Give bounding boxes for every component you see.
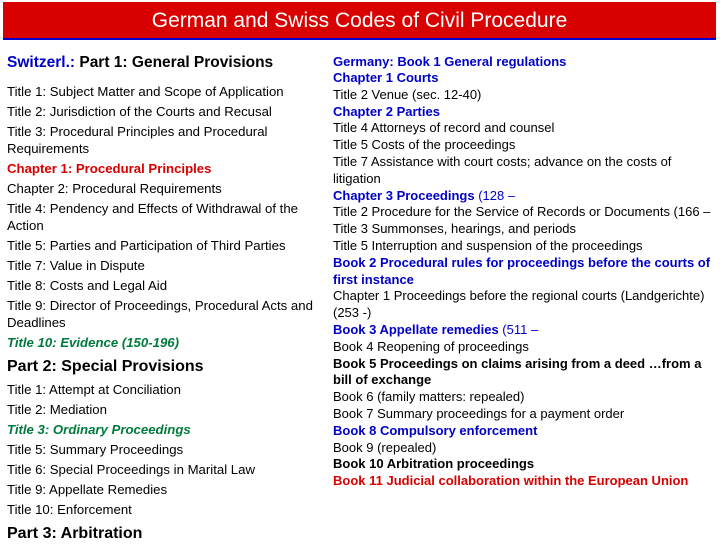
germany-list-item [333, 120, 716, 137]
germany-list-item [333, 322, 716, 339]
list-item: Title 4: Pendency and Effects of Withdrawal of the Action [7, 201, 299, 233]
germany-item-text: Title 2 Procedure for the Service of Records or Documents (166 – [333, 204, 711, 220]
swiss-heading-prefix: Switzerl.: [7, 54, 76, 71]
germany-item-text: Book 9 (repealed) [333, 439, 437, 455]
germany-list-item [333, 70, 716, 87]
germany-item-text: Title 2 Venue (sec. 12-40) [333, 86, 482, 102]
germany-list-item [333, 87, 716, 104]
list-item: Title 3: Procedural Principles and Procedural Requirements [7, 124, 268, 156]
germany-item-text: Title 5 Interruption and suspension of the proceedings [333, 237, 643, 253]
swiss-part2-list [7, 381, 317, 518]
germany-list-item [333, 406, 716, 423]
germany-item-text: Book 2 Procedural rules for proceedings before the courts of first instance [333, 254, 711, 287]
germany-list-item [333, 188, 716, 205]
germany-item-text: Chapter 3 Proceedings [333, 187, 475, 203]
germany-item-text: Chapter 2 Parties [333, 103, 440, 119]
list-item: Title 1: Attempt at Conciliation [7, 382, 181, 397]
germany-list-item [333, 154, 716, 188]
germany-item-text: (511 – [498, 321, 539, 337]
slide-title: German and Swiss Codes of Civil Procedure [3, 2, 716, 40]
germany-item-text: Chapter 1 Courts [333, 70, 439, 85]
germany-list-item [333, 221, 716, 238]
germany-item-text: Book 7 Summary proceedings for a payment order [333, 405, 625, 421]
germany-list-item [333, 288, 716, 322]
list-item: Title 7: Value in Dispute [7, 258, 145, 273]
list-item: Chapter 1: Procedural Principles [7, 161, 212, 176]
germany-item-text: Title 5 Costs of the proceedings [333, 137, 516, 153]
germany-item-text: Title 4 Attorneys of record and counsel [333, 120, 555, 136]
germany-list-item [333, 389, 716, 406]
germany-list-item [333, 356, 716, 390]
germany-list-item [333, 204, 716, 221]
germany-item-text: Book 5 Proceedings on claims arising from a deed …from a bill of exchange [333, 355, 702, 388]
germany-list-item [333, 255, 716, 289]
germany-heading-text: Book 1 General regulations [393, 54, 567, 69]
germany-item-text: Book 10 Arbitration proceedings [333, 456, 535, 472]
germany-item-text: (128 – [474, 187, 516, 203]
list-item: Title 6: Special Proceedings in Marital Law [7, 462, 255, 477]
list-item: Chapter 2: Procedural Requirements [7, 181, 222, 196]
list-item: Title 9: Director of Proceedings, Procedural Acts and Deadlines [7, 298, 313, 330]
germany-list-item [333, 473, 716, 490]
list-item: Title 2: Mediation [7, 402, 107, 417]
germany-list-item [333, 137, 716, 154]
list-item: Title 10: Enforcement [7, 502, 132, 517]
swiss-part3-heading: Part 3: Arbitration [7, 525, 143, 542]
germany-item-text: Book 8 Compulsory enforcement [333, 422, 538, 438]
germany-item-text: Title 3 Summonses, hearings, and periods [333, 221, 577, 237]
germany-list-item [333, 423, 716, 440]
list-item: Title 8: Costs and Legal Aid [7, 278, 168, 293]
list-item: Title 3: Ordinary Proceedings [7, 422, 191, 437]
germany-item-text: Chapter 1 Proceedings before the regional courts (Landgerichte) (253 -) [333, 288, 705, 321]
swiss-heading-text: Part 1: General Provisions [75, 54, 274, 71]
swiss-heading [7, 53, 317, 73]
germany-column [333, 53, 716, 490]
list-item: Title 5: Summary Proceedings [7, 442, 184, 457]
germany-list-item [333, 339, 716, 356]
list-item: Title 10: Evidence (150-196) [7, 335, 180, 350]
germany-list-item [333, 238, 716, 255]
germany-item-text: Title 7 Assistance with court costs; advance on the costs of litigation [333, 153, 672, 186]
list-item: Title 1: Subject Matter and Scope of Application [7, 84, 284, 99]
germany-item-text: Book 11 Judicial collaboration within the European Union [333, 473, 689, 489]
list-item: Title 5: Parties and Participation of Third Parties [7, 238, 286, 253]
germany-list [333, 70, 716, 490]
list-item: Title 2: Jurisdiction of the Courts and Recusal [7, 104, 272, 119]
list-item: Title 9: Appellate Remedies [7, 482, 168, 497]
germany-list-item [333, 456, 716, 473]
germany-heading-prefix: Germany: [333, 54, 394, 69]
swiss-column [7, 53, 317, 548]
germany-item-text: Book 4 Reopening of proceedings [333, 338, 529, 354]
germany-item-text: Book 3 Appellate remedies [333, 321, 499, 337]
germany-heading [333, 53, 716, 70]
germany-list-item [333, 104, 716, 121]
germany-list-item [333, 440, 716, 457]
germany-item-text: Book 6 (family matters: repealed) [333, 389, 525, 405]
swiss-part1-list [7, 83, 317, 351]
swiss-part2-heading: Part 2: Special Provisions [7, 358, 204, 375]
